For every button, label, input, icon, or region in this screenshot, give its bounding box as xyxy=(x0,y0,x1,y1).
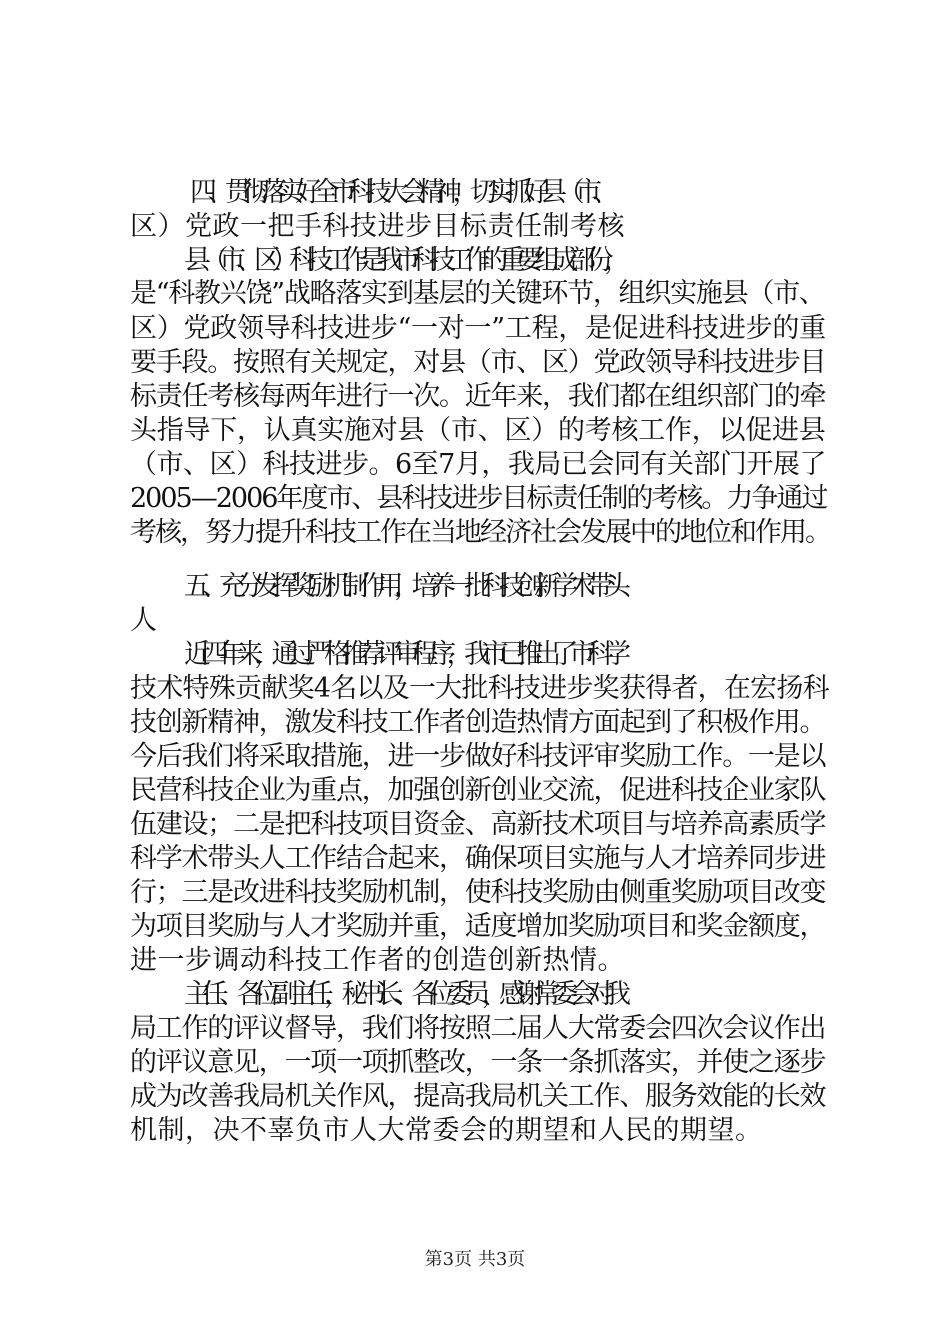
closing-line: 机制，决不辜负市人大常委会的期望和人民的期望。 xyxy=(130,1115,763,1146)
section4-body-line: 要手段。按照有关规定，对县（市、区）党政领导科技进步目 xyxy=(130,347,826,378)
section5-body-line: 近四年来，通过严格推荐评审程序，我市已推出了市科学 xyxy=(184,639,622,670)
section4-heading-line-2: 区）党政一把手科技进步目标责任制考核 xyxy=(130,211,625,242)
section5-body-line: 技创新精神，激发科技工作者创造热情方面起到了积极作用。 xyxy=(130,707,826,738)
section5-body-line: 科学术带头人工作结合起来，确保项目实施与人才培养同步进 xyxy=(130,843,826,874)
section4-body-line: 是“科教兴饶”战略落实到基层的关键环节，组织实施县（市、 xyxy=(130,278,825,309)
section4-body-line: 区）党政领导科技进步“一对一”工程，是促进科技进步的重 xyxy=(130,313,826,344)
section5-heading-line-1: 五、充分发挥奖励机制作用，培养一批科技创新学术带头 xyxy=(184,571,622,602)
section5-body-line: 为项目奖励与人才奖励并重，适度增加奖励项目和奖金额度， xyxy=(130,911,826,942)
closing-line: 局工作的评议督导，我们将按照二届人大常委会四次会议作出 xyxy=(130,1013,826,1044)
section5-heading-line-2: 人 xyxy=(130,605,158,636)
section4-body-line: 标责任考核每两年进行一次。近年来，我们都在组织部门的牵 xyxy=(130,381,826,412)
section4-body-line: 考核，努力提升科技工作在当地经济社会发展中的地位和作用。 xyxy=(130,517,830,548)
closing-line: 的评议意见，一项一项抓整改，一条一条抓落实，并使之逐步 xyxy=(130,1047,826,1078)
section5-body-line: 民营科技企业为重点，加强创新创业交流，促进科技企业家队 xyxy=(130,775,826,806)
section5-body-line: 行；三是改进科技奖励机制，使科技奖励由侧重奖励项目改变 xyxy=(130,877,826,908)
page-number-footer: 第3页 共3页 xyxy=(424,1249,526,1270)
section4-heading-line-1: 四、贯彻落实好全市科技大会精神，切实抓好县（市、 xyxy=(190,177,610,208)
section4-body-line: 县（市、区）科技工作是我市科技工作的重要组成部份， xyxy=(184,245,622,276)
section4-body-line: 头指导下，认真实施对县（市、区）的考核工作，以促进县 xyxy=(130,415,826,446)
section4-body-line: （市、区）科技进步。6至7月，我局已会同有关部门开展了 xyxy=(130,449,826,480)
section5-body-line: 今后我们将采取措施，进一步做好科技评审奖励工作。一是以 xyxy=(130,741,826,772)
closing-line: 主任、各位副主任，秘书长、各位委员，感谢常委会对我 xyxy=(184,979,622,1010)
section5-body-line: 技术特殊贡献奖4名以及一大批科技进步奖获得者，在宏扬科 xyxy=(130,673,829,704)
closing-line: 成为改善我局机关作风，提高我局机关工作、服务效能的长效 xyxy=(130,1081,826,1112)
section4-body-line: 2005—2006年度市、县科技进步目标责任制的考核。力争通过 xyxy=(130,483,827,514)
section5-body-line: 伍建设；二是把科技项目资金、高新技术项目与培养高素质学 xyxy=(130,809,826,840)
section5-body-line: 进一步调动科技工作者的创造创新热情。 xyxy=(130,945,625,976)
